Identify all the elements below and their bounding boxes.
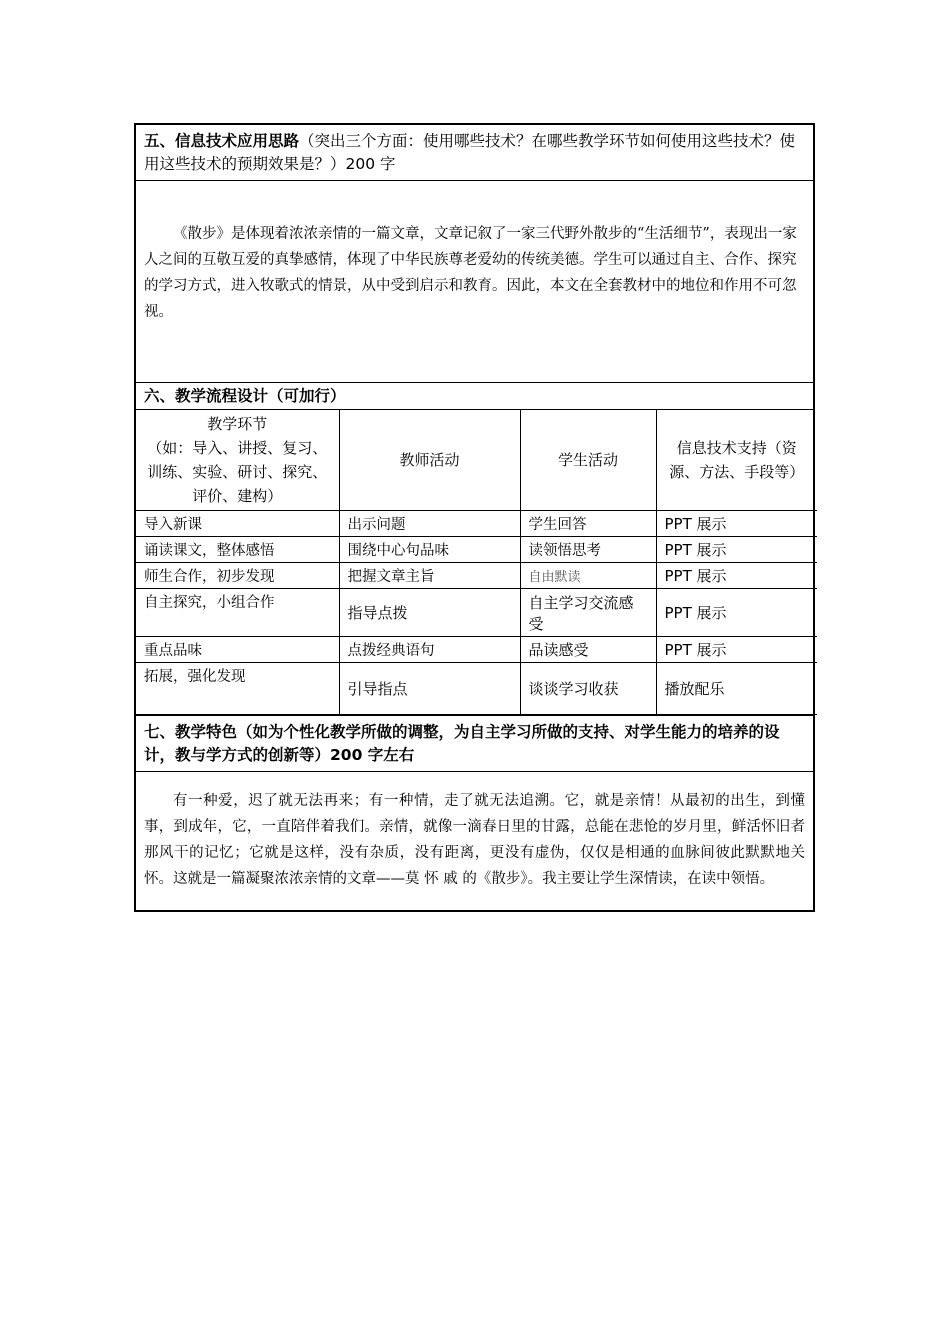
section7-heading	[136, 715, 813, 772]
student-cell: 自主学习交流感受	[520, 589, 656, 637]
stage-cell: 诵读课文，整体感悟	[136, 537, 339, 563]
table-row	[136, 537, 817, 563]
table-row	[136, 563, 817, 589]
table-header-row	[136, 410, 817, 511]
teaching-flow-table	[136, 410, 817, 715]
stage-cell: 导入新课	[136, 511, 339, 537]
table-row	[136, 511, 817, 537]
tech-cell: PPT 展示	[656, 563, 817, 589]
stage-cell: 自主探究，小组合作	[136, 589, 339, 637]
student-cell: 读领悟思考	[520, 537, 656, 563]
stage-cell: 师生合作，初步发现	[136, 563, 339, 589]
header-stage-note: （如：导入、讲授、复习、训练、实验、研讨、探究、评价、建构）	[147, 439, 328, 505]
stage-cell: 拓展，强化发现	[136, 663, 339, 715]
section7-title: 七、教学特色（如为个性化教学所做的调整，为自主学习所做的支持、对学生能力的培养的设计，教与学方式的创新等）200 字左右	[144, 723, 780, 764]
section5-heading	[136, 125, 813, 181]
section5-body: 《散步》是体现着浓浓亲情的一篇文章，文章记叙了一家三代野外散步的“生活细节”，表现出一家人之间的互敬互爱的真挚感情，体现了中华民族尊老爱幼的传统美德。学生可以通过自主、合作、探究的学习方式，进入牧歌式的情景，从中受到启示和教育。因此，本文在全套教材中的地位和作用不可忽视。	[136, 181, 813, 383]
student-cell: 品读感受	[520, 637, 656, 663]
header-student: 学生活动	[520, 410, 656, 511]
table-row	[136, 663, 817, 715]
teacher-cell: 指导点拨	[339, 589, 520, 637]
table-row	[136, 637, 817, 663]
teacher-cell: 出示问题	[339, 511, 520, 537]
section6-heading	[136, 383, 813, 410]
tech-cell: PPT 展示	[656, 637, 817, 663]
student-cell: 自由默读	[520, 563, 656, 589]
tech-cell: PPT 展示	[656, 589, 817, 637]
section5-title: 五、信息技术应用思路	[144, 132, 300, 150]
student-cell: 谈谈学习收获	[520, 663, 656, 715]
header-teacher: 教师活动	[339, 410, 520, 511]
section5-title-note: （突出三个方面：使用哪些技术？在哪些教学环节如何使用这些技术？使用这些技术的预期效果是？）200 字	[144, 132, 796, 173]
teacher-cell: 引导指点	[339, 663, 520, 715]
stage-cell: 重点品味	[136, 637, 339, 663]
tech-cell: PPT 展示	[656, 537, 817, 563]
student-cell: 学生回答	[520, 511, 656, 537]
lesson-plan-document	[134, 123, 815, 912]
section7-body: 有一种爱，迟了就无法再来；有一种情，走了就无法追溯。它，就是亲情！从最初的出生，到懂事，到成年，它，一直陪伴着我们。亲情，就像一滴春日里的甘露，总能在悲怆的岁月里，鲜活怀旧者那风干的记忆；它就是这样，没有杂质，没有距离，更没有虚伪，仅仅是相通的血脉间彼此默默地关怀。这就是一篇凝聚浓浓亲情的文章——莫 怀 戚 的《散步》。我主要让学生深情读，在读中领悟。	[144, 793, 805, 887]
teacher-cell: 点拨经典语句	[339, 637, 520, 663]
tech-cell: 播放配乐	[656, 663, 817, 715]
table-row	[136, 589, 817, 637]
header-stage-label: 教学环节	[207, 415, 268, 433]
header-stage	[136, 410, 339, 511]
teacher-cell: 围绕中心句品味	[339, 537, 520, 563]
teacher-cell: 把握文章主旨	[339, 563, 520, 589]
section6-title: 六、教学流程设计（可加行）	[144, 387, 346, 405]
header-tech: 信息技术支持（资源、方法、手段等）	[656, 410, 817, 511]
tech-cell: PPT 展示	[656, 511, 817, 537]
